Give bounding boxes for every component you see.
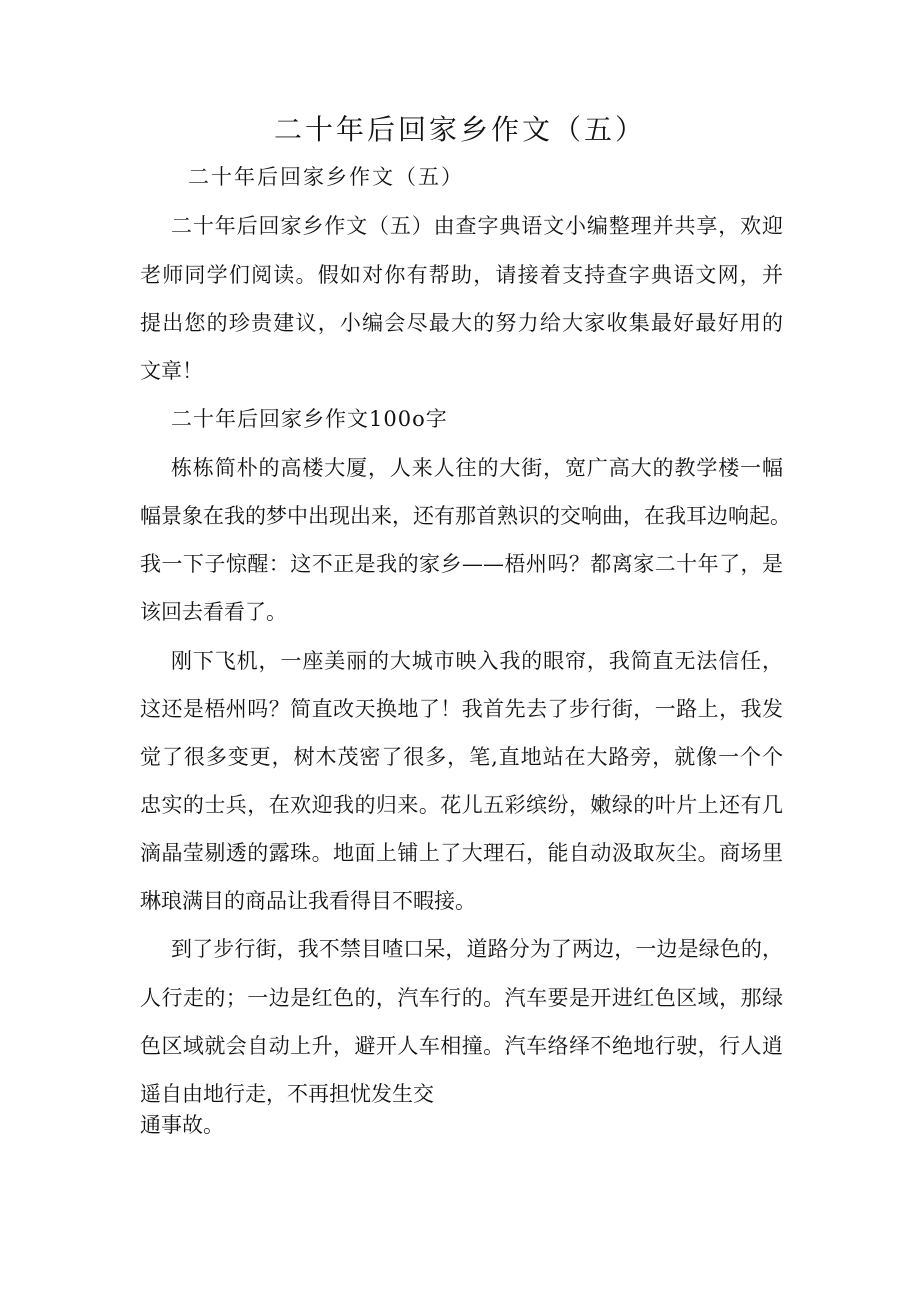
intro-line-1: 二十年后回家乡作文（五）由查字典语文小编整理并共享，欢迎 [171,214,783,238]
paragraph1-line-2: 幅景象在我的梦中出现出来，还有那首熟识的交响曲，在我耳边响起。 [140,504,791,528]
paragraph2-line-4: 忠实的士兵，在欢迎我的归来。花儿五彩缤纷，嫩绿的叶片上还有几 [140,793,783,817]
intro-line-2: 老师同学们阅读。假如对你有帮助，请接着支持查字典语文网，并 [140,263,783,287]
paragraph1-line-1: 栋栋简朴的高楼大厦，人来人往的大街，宽广高大的教学楼一幅 [171,456,783,480]
section-heading: 二十年后回家乡作文100o字 [171,407,448,431]
paragraph2-line-5: 滴晶莹剔透的露珠。地面上铺上了大理石，能自动汲取灰尘。商场里 [140,841,783,865]
paragraph1-line-4: 该回去看看了。 [140,600,287,624]
paragraph2-line-6: 琳琅满目的商品让我看得目不暇接。 [140,889,476,913]
paragraph3-line-1: 到了步行街，我不禁目喳口呆，道路分为了两边，一边是绿色的， [171,937,783,961]
document-title: 二十年后回家乡作文（五） [273,113,646,146]
paragraph3-line-5: 通事故。 [140,1113,224,1137]
paragraph2-line-2: 这还是梧州吗？简直改天换地了！我首先去了步行街，一路上，我发 [140,697,783,721]
paragraph3-line-3: 色区域就会自动上升，避开人车相撞。汽车络绎不绝地行驶，行人逍 [140,1034,783,1058]
intro-line-3: 提出您的珍贵建议，小编会尽最大的努力给大家收集最好最好用的 [140,311,783,335]
paragraph1-line-3: 我一下子惊醒：这不正是我的家乡——梧州吗？都离家二十年了，是 [140,552,783,576]
paragraph2-line-3: 觉了很多变更，树木茂密了很多，笔,直地站在大路旁，就像一个个 [140,745,783,769]
intro-line-4: 文章！ [140,359,203,383]
document-subtitle: 二十年后回家乡作文（五） [188,165,464,189]
paragraph3-line-2: 人行走的；一边是红色的，汽车行的。汽车要是开进红色区域，那绿 [140,986,783,1010]
paragraph2-line-1: 刚下飞机，一座美丽的大城市映入我的眼帘，我简直无法信任， [171,649,783,673]
paragraph3-line-4: 遥自由地行走，不再担忧发生交 [140,1082,434,1106]
